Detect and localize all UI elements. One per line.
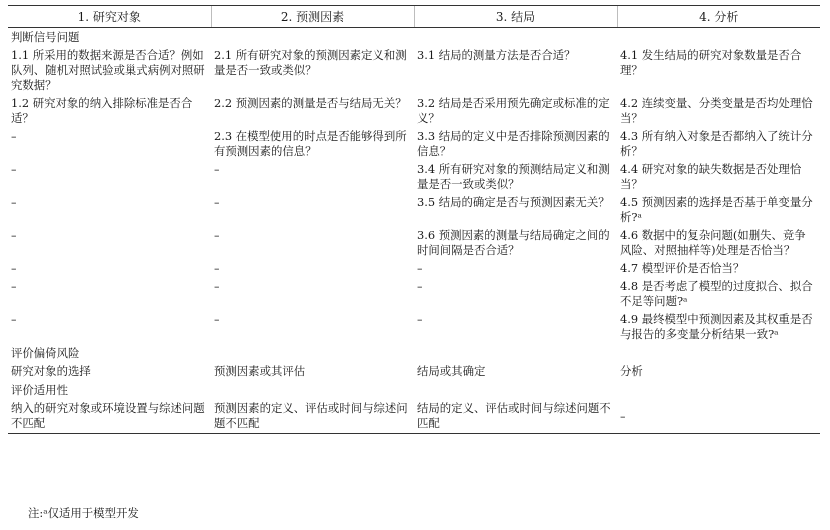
table-row — [8, 260, 820, 278]
cell-participants: 1.2 研究对象的纳入排除标准是否合适？ — [11, 96, 193, 125]
cell-participants: – — [11, 130, 17, 143]
cell-participants: – — [11, 196, 17, 209]
cell-participants: – — [11, 313, 17, 326]
table-row — [8, 278, 820, 311]
table-row — [8, 194, 820, 227]
cell-predictors: – — [214, 262, 220, 275]
cell-predictors: – — [214, 313, 220, 326]
cell-outcome: 3.4 所有研究对象的预测结局定义和测量是否一致或类似？ — [417, 162, 610, 191]
cell-predictors: – — [214, 280, 220, 293]
cell-analysis: 4.3 所有纳入对象是否都纳入了统计分析？ — [620, 129, 813, 158]
section-title-applicability: 评价适用性 — [11, 383, 68, 397]
header-outcome: 3. 结局 — [414, 6, 617, 28]
cell-outcome: – — [417, 262, 423, 275]
header-participants: 1. 研究对象 — [8, 6, 211, 28]
cell-analysis: 4.5 预测因素的选择是否基于单变量分析?ᵃ — [620, 195, 813, 224]
table-row — [8, 128, 820, 161]
cell-outcome: – — [417, 280, 423, 293]
cell-outcome: 结局或其确定 — [417, 364, 486, 378]
cell-outcome: 3.2 结局是否采用预先确定或标准的定义？ — [417, 96, 610, 125]
header-row — [8, 6, 820, 28]
cell-predictors: 2.1 所有研究对象的预测因素定义和测量是否一致或类似？ — [214, 48, 407, 77]
cell-analysis: 4.7 模型评价是否恰当？ — [620, 261, 745, 275]
cell-outcome: 3.3 结局的定义中是否排除预测因素的信息？ — [417, 129, 610, 158]
cell-outcome: 3.5 结局的确定是否与预测因素无关？ — [417, 195, 610, 209]
cell-participants: – — [11, 229, 17, 242]
section-row-bias — [8, 344, 820, 363]
cell-participants: – — [11, 262, 17, 275]
section-title-signal: 判断信号问题 — [11, 30, 80, 44]
cell-participants: 研究对象的选择 — [11, 364, 91, 378]
cell-predictors: 预测因素的定义、评估或时间与综述问题不匹配 — [211, 400, 414, 434]
cell-participants: – — [11, 280, 17, 293]
table-row — [8, 363, 820, 381]
cell-outcome: – — [417, 313, 423, 326]
cell-outcome: 3.6 预测因素的测量与结局确定之间的时间间隔是否合适？ — [417, 228, 610, 257]
table-row — [8, 47, 820, 95]
cell-predictors: – — [214, 229, 220, 242]
cell-predictors: – — [214, 163, 220, 176]
cell-participants: 1.1 所采用的数据来源是否合适？例如队列、随机对照试验或巢式病例对照研究数据？ — [11, 48, 205, 92]
cell-outcome: 结局的定义、评估或时间与综述问题不匹配 — [414, 400, 617, 434]
table-row — [8, 95, 820, 128]
cell-analysis: 4.4 研究对象的缺失数据是否处理恰当？ — [620, 162, 802, 191]
table-row — [8, 161, 820, 194]
risk-of-bias-table — [8, 5, 820, 434]
header-predictors: 2. 预测因素 — [211, 6, 414, 28]
section-row-applicability — [8, 381, 820, 400]
header-analysis: 4. 分析 — [617, 6, 820, 28]
cell-analysis: 4.2 连续变量、分类变量是否均处理恰当？ — [620, 96, 813, 125]
cell-participants: – — [11, 163, 17, 176]
cell-analysis: 分析 — [620, 364, 643, 378]
table-row — [8, 227, 820, 260]
table-row — [8, 400, 820, 434]
cell-participants: 纳入的研究对象或环境设置与综述问题不匹配 — [8, 400, 211, 434]
cell-analysis: 4.8 是否考虑了模型的过度拟合、拟合不足等问题?ᵃ — [620, 279, 813, 308]
section-title-bias: 评价偏倚风险 — [11, 346, 80, 360]
prompt-table-container — [8, 5, 820, 434]
cell-predictors: 2.2 预测因素的测量是否与结局无关？ — [214, 96, 407, 110]
cell-analysis: 4.1 发生结局的研究对象数量是否合理？ — [620, 48, 802, 77]
cell-analysis: 4.9 最终模型中预测因素及其权重是否与报告的多变量分析结果一致?ᵃ — [620, 312, 813, 341]
table-row — [8, 311, 820, 344]
cell-analysis: 4.6 数据中的复杂问题(如删失、竞争风险、对照抽样等)处理是否恰当？ — [620, 228, 806, 257]
cell-analysis: – — [617, 400, 820, 434]
cell-predictors: 预测因素或其评估 — [214, 364, 306, 378]
cell-predictors: – — [214, 196, 220, 209]
cell-predictors: 2.3 在模型使用的时点是否能够得到所有预测因素的信息？ — [214, 129, 407, 158]
table-footnote: 注:ᵃ仅适用于模型开发 — [28, 506, 139, 520]
section-row-signal — [8, 28, 820, 48]
cell-outcome: 3.1 结局的测量方法是否合适？ — [417, 48, 576, 62]
